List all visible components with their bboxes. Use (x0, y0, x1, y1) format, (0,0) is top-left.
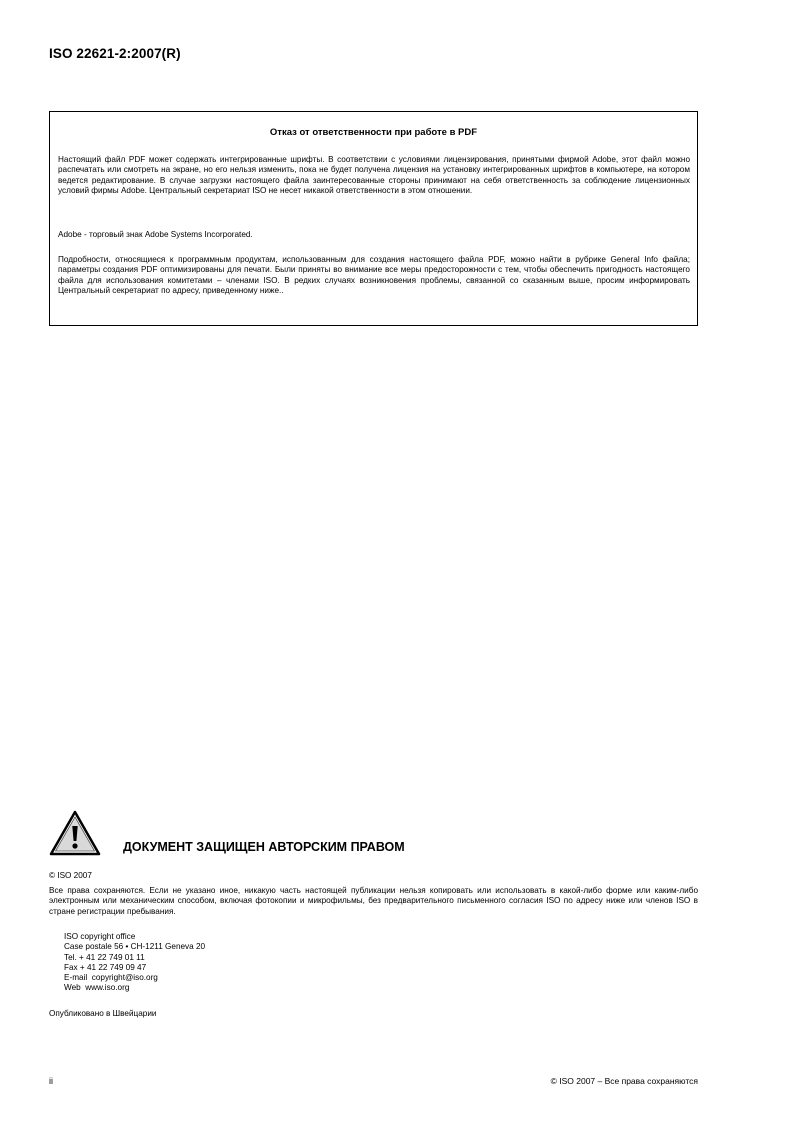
address-line-email: E-mail copyright@iso.org (64, 973, 158, 983)
address-line-postal: Case postale 56 • CH-1211 Geneva 20 (64, 942, 206, 952)
disclaimer-paragraph-details: Подробности, относящиеся к программным продуктам, использованным для создания настоящего файла PDF, можно найти в рубрике General Info файла; параметры создания PDF оптимизированы для печати. Были приняты во внимание все меры предосторожности с тем, чтобы обеспечить пригодность настоящего файла для использования комитетами – членами ISO. В редких случаях возникновения проблемы, связанной со сказанным выше, просим информировать Центральный секретариат по адресу, приведенному ниже.. (58, 255, 690, 295)
pdf-disclaimer-box (49, 111, 698, 326)
rights-paragraph: Все права сохраняются. Если не указано иное, никакую часть настоящей публикации нельзя копировать или использовать в какой-либо форме или каким-либо электронным или механическим способом, включая фотокопии и микрофильмы, без предварительного письменного согласия ISO по адресу ниже или членов ISO в стране регистрации пребывания. (49, 886, 698, 916)
address-line-office: ISO copyright office (64, 932, 136, 941)
address-line-web: Web www.iso.org (64, 983, 130, 993)
disclaimer-title: Отказ от ответственности при работе в PDF (269, 127, 478, 138)
document-id: ISO 22621-2:2007(R) (49, 46, 181, 61)
disclaimer-paragraph-trademark: Adobe - торговый знак Adobe Systems Incorporated. (58, 230, 253, 239)
page-number: ii (49, 1076, 53, 1086)
warning-triangle-icon (49, 810, 101, 856)
published-in: Опубликовано в Швейцарии (49, 1009, 157, 1018)
disclaimer-paragraph-fonts: Настоящий файл PDF может содержать интегрированные шрифты. В соответствии с условиями лицензирования, принятыми фирмой Adobe, этот файл можно распечатать или смотреть на экране, но его нельзя изменить, пока не будет получена лицензия на установку интегрированных шрифтов в компьютере, на котором ведется редактирование. В случае загрузки настоящего файла заинтересованные стороны принимают на себя ответственность за соблюдение лицензионных условий фирмы Adobe. Центральный секретариат ISO не несет никакой ответственности в этом отношении. (58, 155, 690, 195)
address-line-tel: Tel. + 41 22 749 01 11 (64, 952, 145, 962)
copyright-notice: © ISO 2007 (49, 871, 92, 880)
copyright-heading: ДОКУМЕНТ ЗАЩИЩЕН АВТОРСКИМ ПРАВОМ (123, 840, 405, 854)
iso-address-block (64, 932, 205, 994)
footer-copyright: © ISO 2007 – Все права сохраняются (550, 1076, 698, 1086)
address-line-fax: Fax + 41 22 749 09 47 (64, 962, 147, 972)
